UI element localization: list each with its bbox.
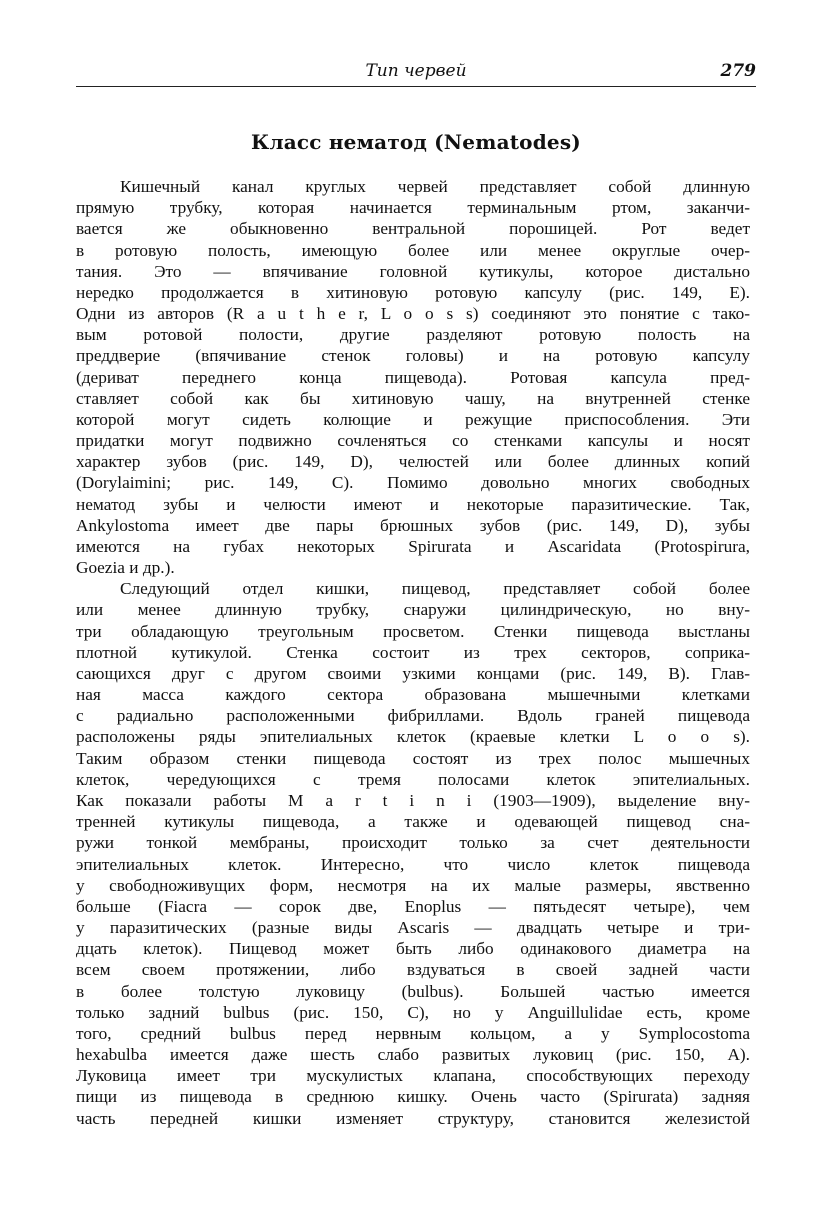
text-line: дцать клеток). Пищевод может быть либо одинакового диаметра на bbox=[76, 939, 750, 959]
text-line: ружи тонкой мембраны, происходит только за счет деятельности bbox=[76, 833, 750, 853]
text-line: Следующий отдел кишки, пищевод, представляет собой более bbox=[120, 579, 750, 599]
text-line: часть передней кишки изменяет структуру, становится железистой bbox=[76, 1108, 750, 1128]
text-line: характер зубов (рис. 149, D), челюстей или более длинных копий bbox=[76, 452, 750, 472]
text-line: вается же обыкновенно вентральной порошицей. Рот ведет bbox=[76, 219, 750, 239]
text-line: пищи из пищевода в среднюю кишку. Очень часто (Spirurata) задняя bbox=[76, 1087, 750, 1107]
running-title: Тип червей bbox=[365, 61, 467, 81]
text-line: у паразитических (разные виды Ascaris — двадцать четыре и три- bbox=[76, 918, 750, 938]
text-line: преддверие (впячивание стенок головы) и на ротовую капсулу bbox=[76, 346, 750, 366]
text-line: с радиально расположенными фибриллами. Вдоль граней пищевода bbox=[76, 706, 750, 726]
text-line: Кишечный канал круглых червей представляет собой длинную bbox=[120, 177, 750, 196]
text-line: Одни из авторов (R a u t h e r, L o o s s) соединяют это понятие с тако- bbox=[76, 304, 750, 324]
body-text bbox=[76, 176, 750, 1129]
text-line: Луковица имеет три мускулистых клапана, способствующих переходу bbox=[76, 1066, 750, 1086]
text-line: плотной кутикулой. Стенка состоит из трех секторов, соприка- bbox=[76, 642, 750, 662]
text-line: в ротовую полость, имеющую более или менее округлые очер- bbox=[76, 240, 750, 260]
text-line: Таким образом стенки пищевода состоят из трех полос мышечных bbox=[76, 748, 750, 768]
text-line: Как показали работы M a r t i n i (1903—1909), выделение вну- bbox=[76, 790, 750, 810]
text-line: клеток, чередующихся с тремя полосами клеток эпителиальных. bbox=[76, 769, 750, 789]
text-line: Goezia и др.). bbox=[76, 558, 175, 578]
text-line: вым ротовой полости, другие разделяют ротовую полость на bbox=[76, 325, 750, 345]
text-line: сающихся друг с другом своими узкими концами (рис. 149, B). Глав- bbox=[76, 663, 750, 683]
text-line: ная масса каждого сектора образована мышечными клетками bbox=[76, 685, 750, 705]
text-line: три обладающую треугольным просветом. Стенки пищевода выстланы bbox=[76, 621, 750, 641]
text-line: имеются на губах некоторых Spirurata и Ascaridata (Protospirura, bbox=[76, 536, 750, 556]
running-head bbox=[76, 60, 756, 87]
text-line: (дериват переднего конца пищевода). Ротовая капсула пред- bbox=[76, 367, 750, 387]
text-line: нередко продолжается в хитиновую ротовую капсулу (рис. 149, E). bbox=[76, 282, 750, 302]
text-line: всем своем протяжении, либо вздуваться в своей задней части bbox=[76, 960, 750, 980]
text-line: прямую трубку, которая начинается терминальным ртом, заканчи- bbox=[76, 198, 750, 218]
text-line: ставляет собой как бы хитиновую чашу, на внутренней стенке bbox=[76, 388, 750, 408]
section-title: Класс нематод (Nematodes) bbox=[251, 130, 581, 154]
text-line: (Dorylaimini; рис. 149, C). Помимо довольно многих свободных bbox=[76, 473, 750, 493]
text-line: или менее длинную трубку, снаружи цилиндрическую, но вну- bbox=[76, 600, 750, 620]
text-line: у свободноживущих форм, несмотря на их малые размеры, явственно bbox=[76, 875, 750, 895]
text-line: расположены ряды эпителиальных клеток (краевые клетки L o o s). bbox=[76, 727, 750, 747]
text-line: тания. Это — впячивание головной кутикулы, которое дистально bbox=[76, 261, 750, 281]
text-line: того, средний bulbus перед нервным кольцом, а у Symplocostoma bbox=[76, 1023, 750, 1043]
text-line: нематод зубы и челюсти имеют и некоторые паразитические. Так, bbox=[76, 494, 750, 514]
text-line: Ankylostoma имеет две пары брюшных зубов (рис. 149, D), зубы bbox=[76, 515, 750, 535]
text-line: которой могут сидеть колющие и режущие приспособления. Эти bbox=[76, 409, 750, 429]
text-line: в более толстую луковицу (bulbus). Большей частью имеется bbox=[76, 981, 750, 1001]
text-line: hexabulba имеется даже шесть слабо развитых луковиц (рис. 150, A). bbox=[76, 1045, 750, 1065]
text-line: придатки могут подвижно сочленяться со стенками капсулы и носят bbox=[76, 431, 750, 451]
page-number: 279 bbox=[720, 61, 756, 81]
text-line: тренней кутикулы пищевода, а также и одевающей пищевод сна- bbox=[76, 812, 750, 832]
text-line: эпителиальных клеток. Интересно, что число клеток пищевода bbox=[76, 854, 750, 874]
text-line: больше (Fiacra — сорок две, Enoplus — пятьдесят четыре), чем bbox=[76, 896, 750, 916]
text-line: только задний bulbus (рис. 150, C), но у Anguillulidae есть, кроме bbox=[76, 1002, 750, 1022]
